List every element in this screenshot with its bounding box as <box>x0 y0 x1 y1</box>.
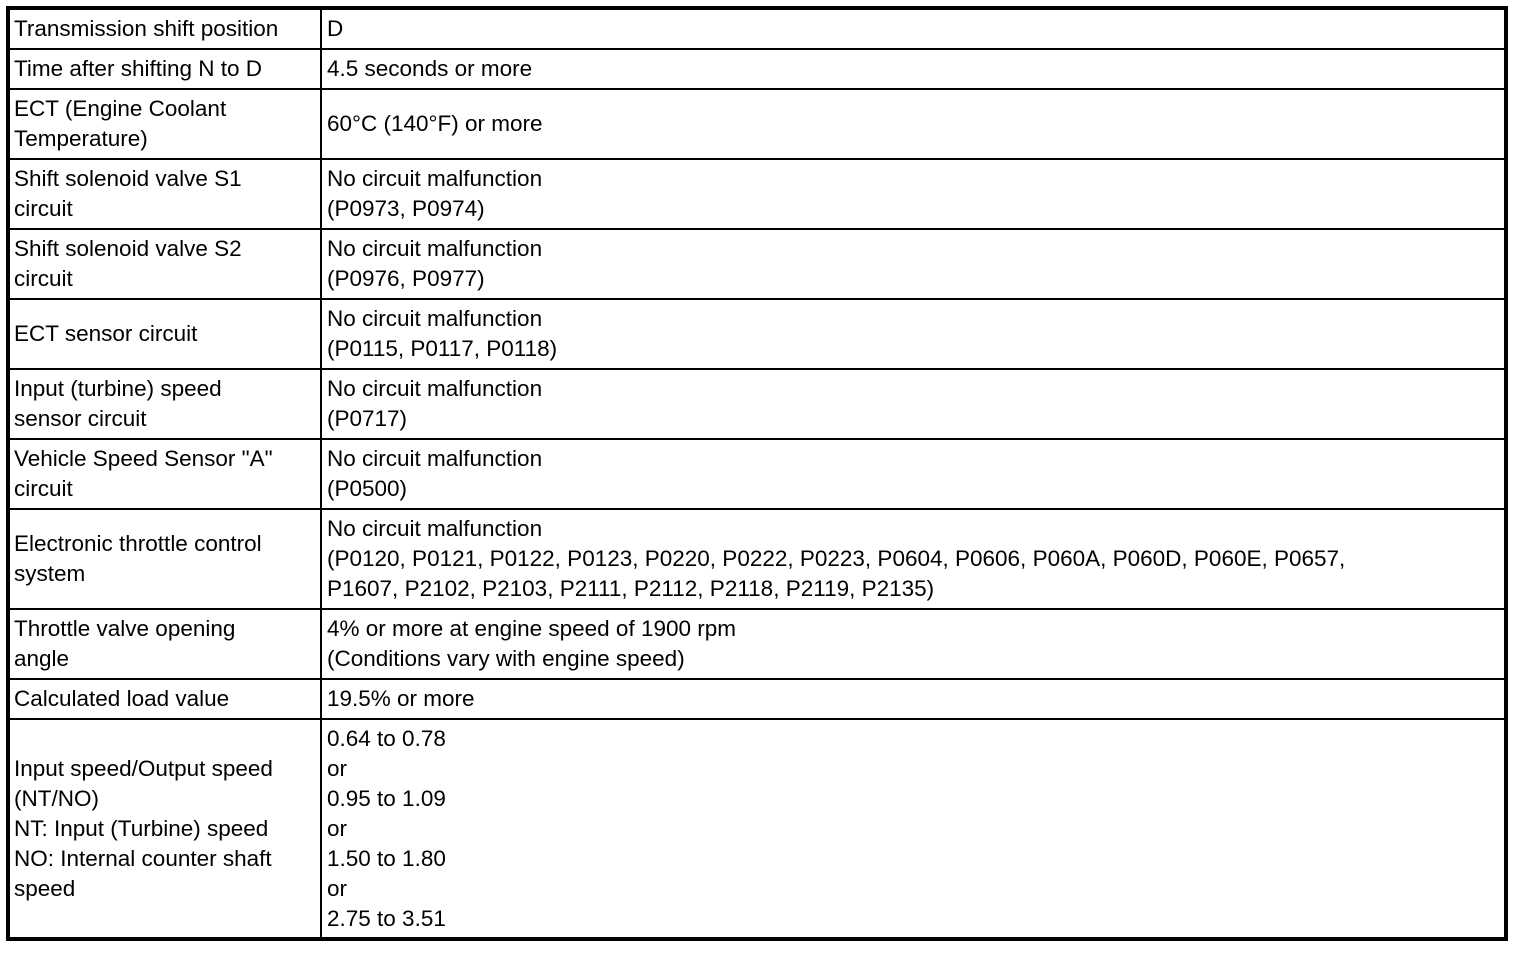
row-label: Electronic throttle control system <box>8 509 321 609</box>
table-row <box>8 49 1506 89</box>
row-value: D <box>321 8 1506 49</box>
row-value: 19.5% or more <box>321 679 1506 719</box>
row-label: Shift solenoid valve S2 circuit <box>8 229 321 299</box>
table-row <box>8 719 1506 939</box>
table-row <box>8 609 1506 679</box>
row-value: 0.64 to 0.78 or 0.95 to 1.09 or 1.50 to 1.80 or 2.75 to 3.51 <box>321 719 1506 939</box>
table-row <box>8 159 1506 229</box>
row-value: No circuit malfunction (P0115, P0117, P0118) <box>321 299 1506 369</box>
row-label: Calculated load value <box>8 679 321 719</box>
conditions-table <box>6 6 1508 941</box>
row-value: No circuit malfunction (P0120, P0121, P0122, P0123, P0220, P0222, P0223, P0604, P0606, P060A, P060D, P060E, P0657, P1607, P2102, P2103, P2111, P2112, P2118, P2119, P2135) <box>321 509 1506 609</box>
row-value: 4% or more at engine speed of 1900 rpm (Conditions vary with engine speed) <box>321 609 1506 679</box>
table-row <box>8 369 1506 439</box>
table-row <box>8 89 1506 159</box>
table-row <box>8 679 1506 719</box>
row-label: ECT sensor circuit <box>8 299 321 369</box>
table-row <box>8 439 1506 509</box>
row-label: Shift solenoid valve S1 circuit <box>8 159 321 229</box>
row-label: ECT (Engine Coolant Temperature) <box>8 89 321 159</box>
row-value: 4.5 seconds or more <box>321 49 1506 89</box>
row-label: Throttle valve opening angle <box>8 609 321 679</box>
row-value: No circuit malfunction (P0973, P0974) <box>321 159 1506 229</box>
row-label: Input (turbine) speed sensor circuit <box>8 369 321 439</box>
row-label: Input speed/Output speed (NT/NO) NT: Input (Turbine) speed NO: Internal counter shaft speed <box>8 719 321 939</box>
table-row <box>8 509 1506 609</box>
table-row <box>8 299 1506 369</box>
row-label: Time after shifting N to D <box>8 49 321 89</box>
table-row <box>8 229 1506 299</box>
row-value: 60°C (140°F) or more <box>321 89 1506 159</box>
table-row <box>8 8 1506 49</box>
row-value: No circuit malfunction (P0976, P0977) <box>321 229 1506 299</box>
row-value: No circuit malfunction (P0500) <box>321 439 1506 509</box>
row-label: Vehicle Speed Sensor "A" circuit <box>8 439 321 509</box>
row-value: No circuit malfunction (P0717) <box>321 369 1506 439</box>
row-label: Transmission shift position <box>8 8 321 49</box>
